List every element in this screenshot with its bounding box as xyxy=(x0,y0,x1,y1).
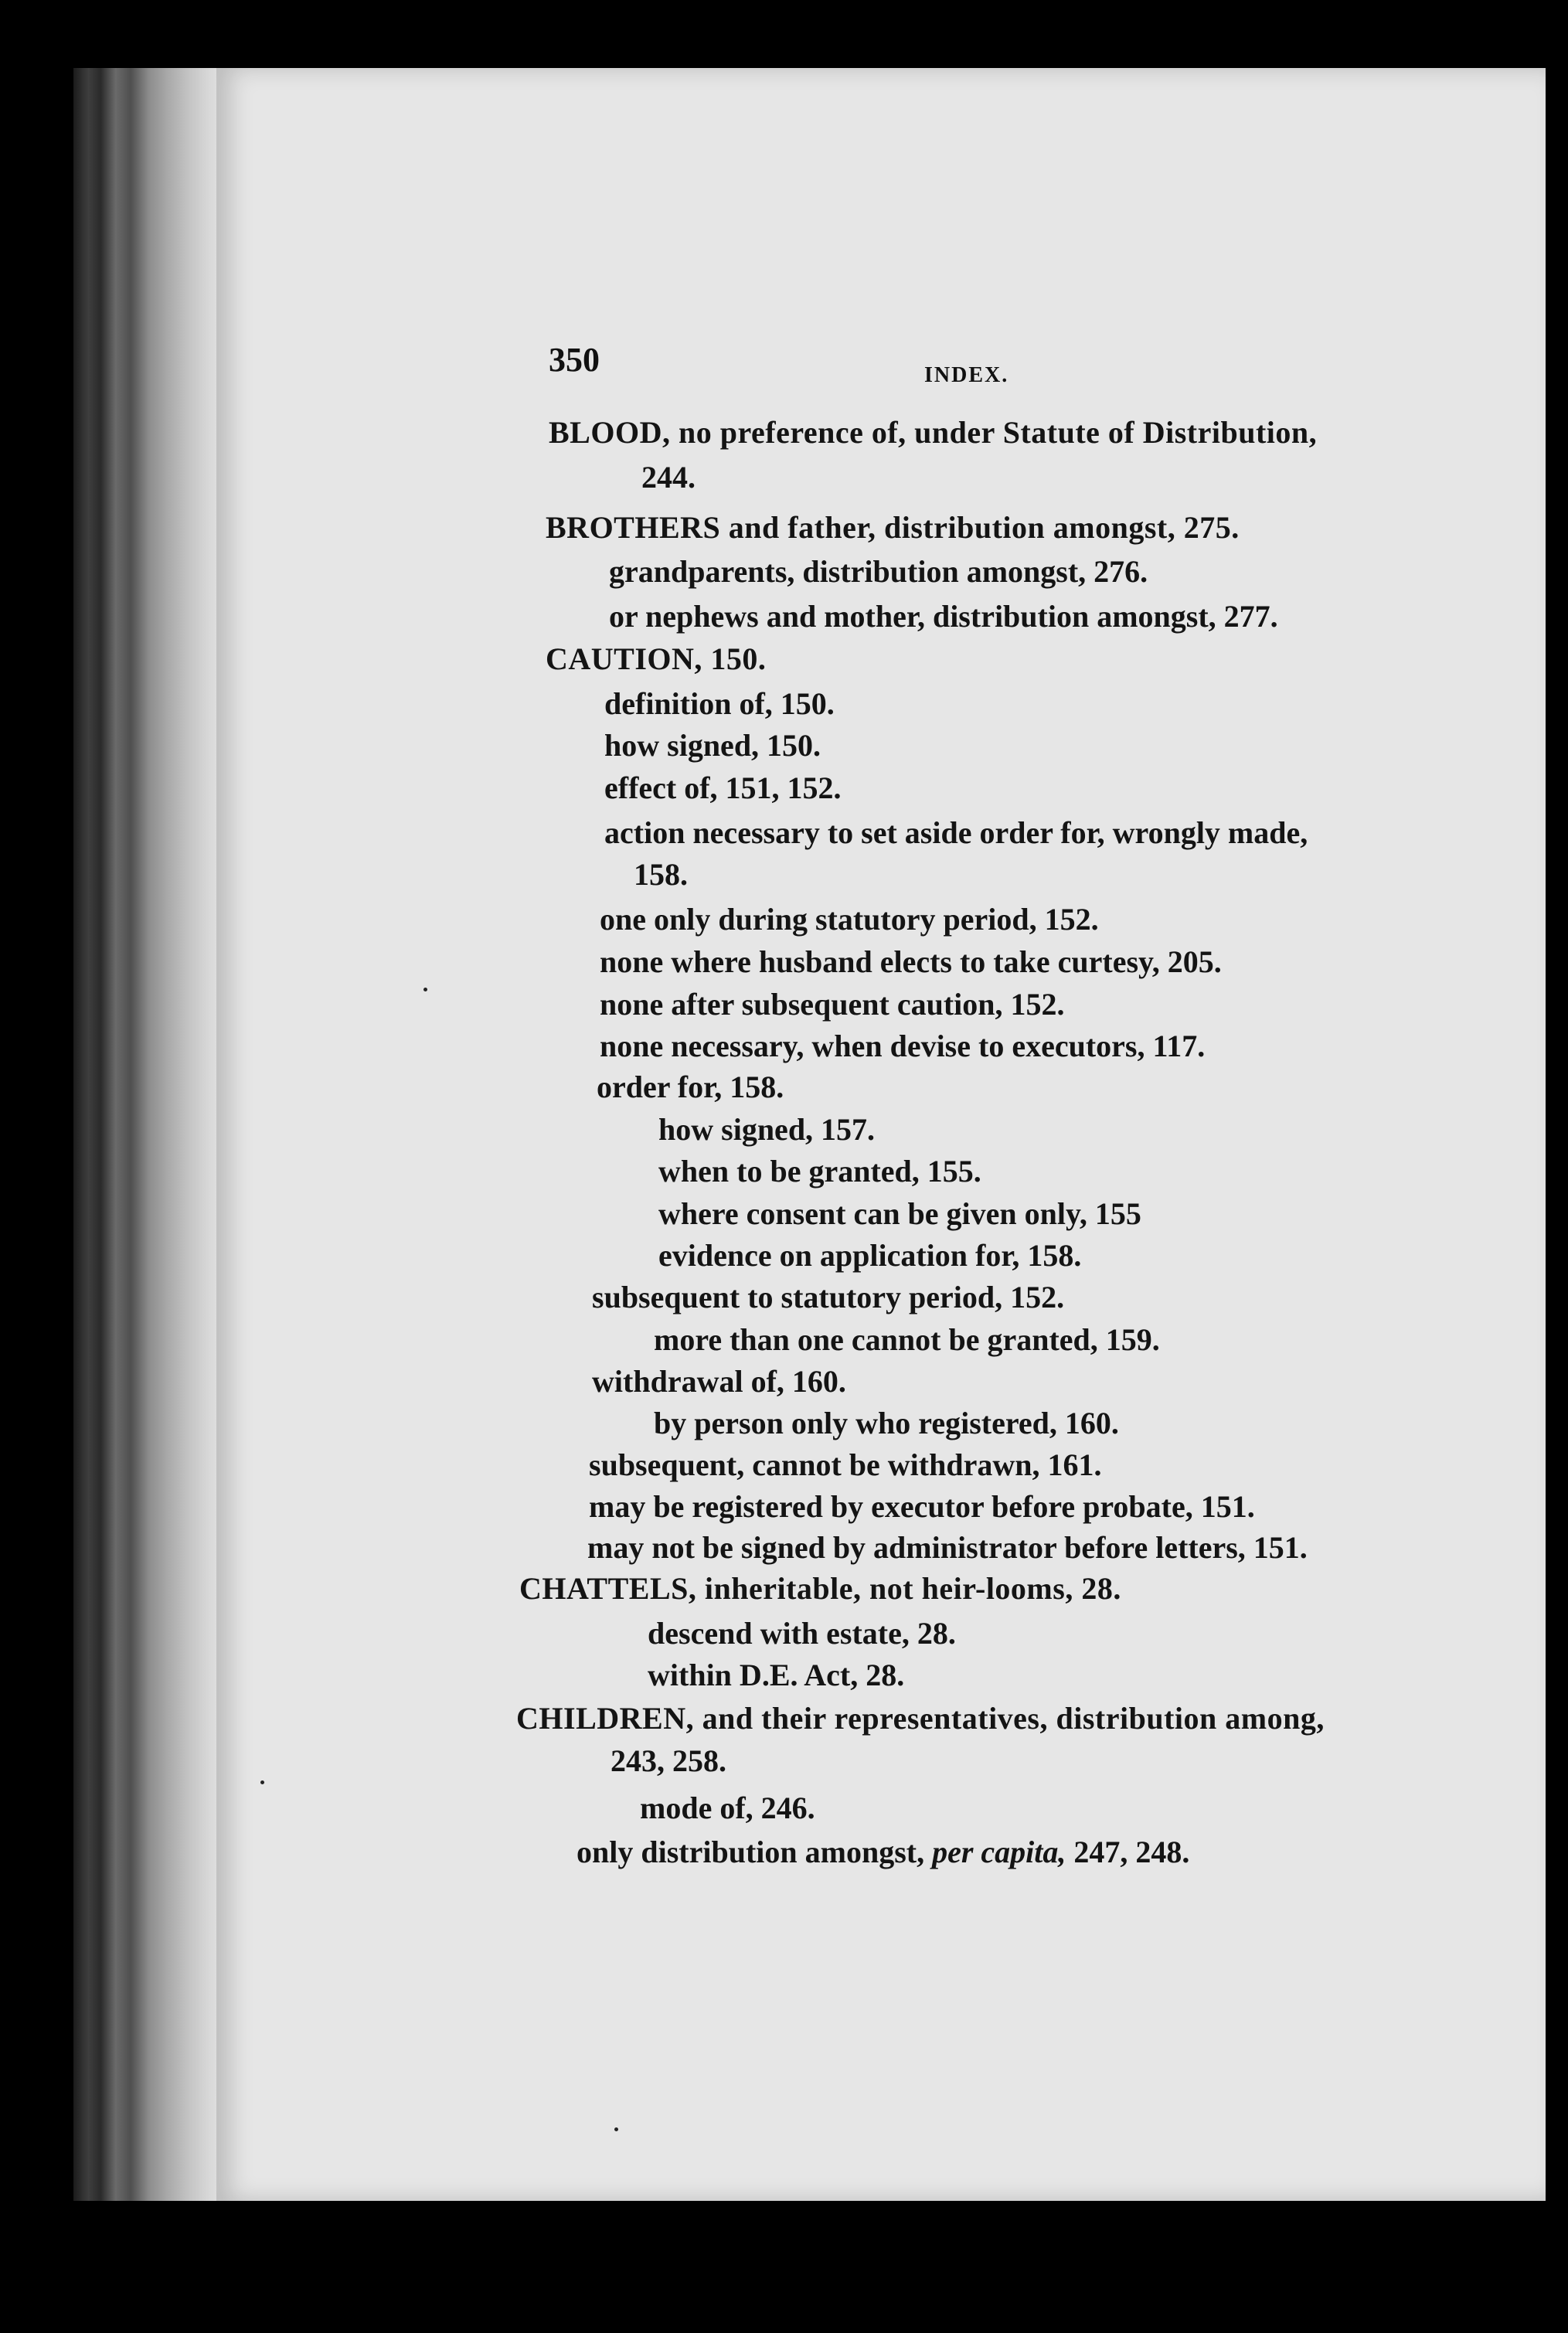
index-subsubentry: where consent can be given only, 155 xyxy=(658,1196,1141,1231)
index-subentry: one only during statutory period, 152. xyxy=(600,902,1099,937)
index-subentry-per-capita xyxy=(577,1837,1189,1868)
index-subsubentry: mode of, 246. xyxy=(640,1791,815,1825)
page-speck xyxy=(423,988,427,991)
index-subentry: none after subsequent caution, 152. xyxy=(600,987,1065,1022)
index-subentry: order for, 158. xyxy=(597,1070,784,1104)
index-subentry: or nephews and mother, distribution amongst, 277. xyxy=(609,599,1278,634)
index-subsubentry: how signed, 157. xyxy=(658,1112,876,1147)
index-subsubentry: within D.E. Act, 28. xyxy=(648,1658,905,1692)
index-subsubentry: more than one cannot be granted, 159. xyxy=(654,1322,1160,1357)
index-entry-children: CHILDREN, and their representatives, distribution among, xyxy=(516,1701,1325,1736)
index-entry-continuation: 243, 258. xyxy=(611,1743,726,1778)
index-subentry: none necessary, when devise to executors, 117. xyxy=(600,1029,1206,1063)
index-subentry: definition of, 150. xyxy=(604,686,835,721)
index-subentry: withdrawal of, 160. xyxy=(592,1364,846,1399)
index-entry-brothers: BROTHERS and father, distribution amongst, 275. xyxy=(546,510,1240,545)
index-entry-blood: BLOOD, no preference of, under Statute of Distribution, xyxy=(549,415,1318,450)
index-subentry: subsequent to statutory period, 152. xyxy=(592,1280,1065,1314)
index-subentry: subsequent, cannot be withdrawn, 161. xyxy=(589,1447,1102,1482)
index-subsubentry: descend with estate, 28. xyxy=(648,1616,956,1651)
index-entry-chattels: CHATTELS, inheritable, not heir-looms, 28. xyxy=(519,1571,1121,1606)
index-subentry: effect of, 151, 152. xyxy=(604,770,842,805)
running-head: INDEX. xyxy=(924,363,1009,387)
index-subentry: action necessary to set aside order for, wrongly made, xyxy=(604,815,1308,850)
index-subsubentry: when to be granted, 155. xyxy=(658,1154,981,1189)
index-subentry: grandparents, distribution amongst, 276. xyxy=(609,554,1148,589)
index-subentry: how signed, 150. xyxy=(604,728,821,763)
entry-text: only distribution amongst, xyxy=(577,1835,933,1869)
index-entry-continuation: 158. xyxy=(634,857,688,892)
entry-text: 247, 248. xyxy=(1066,1835,1190,1869)
index-subentry: may be registered by executor before probate, 151. xyxy=(589,1489,1255,1524)
index-entry-caution: CAUTION, 150. xyxy=(546,641,767,676)
page-speck xyxy=(260,1780,264,1784)
index-subentry: none where husband elects to take curtesy, 205. xyxy=(600,944,1222,979)
page-speck xyxy=(614,2127,618,2131)
index-subsubentry: evidence on application for, 158. xyxy=(658,1238,1082,1273)
index-subentry: may not be signed by administrator before letters, 151. xyxy=(587,1530,1308,1565)
index-subsubentry: by person only who registered, 160. xyxy=(654,1406,1119,1440)
page-number: 350 xyxy=(549,341,600,379)
italic-term: per capita, xyxy=(932,1835,1066,1869)
index-entry-continuation: 244. xyxy=(641,460,696,495)
